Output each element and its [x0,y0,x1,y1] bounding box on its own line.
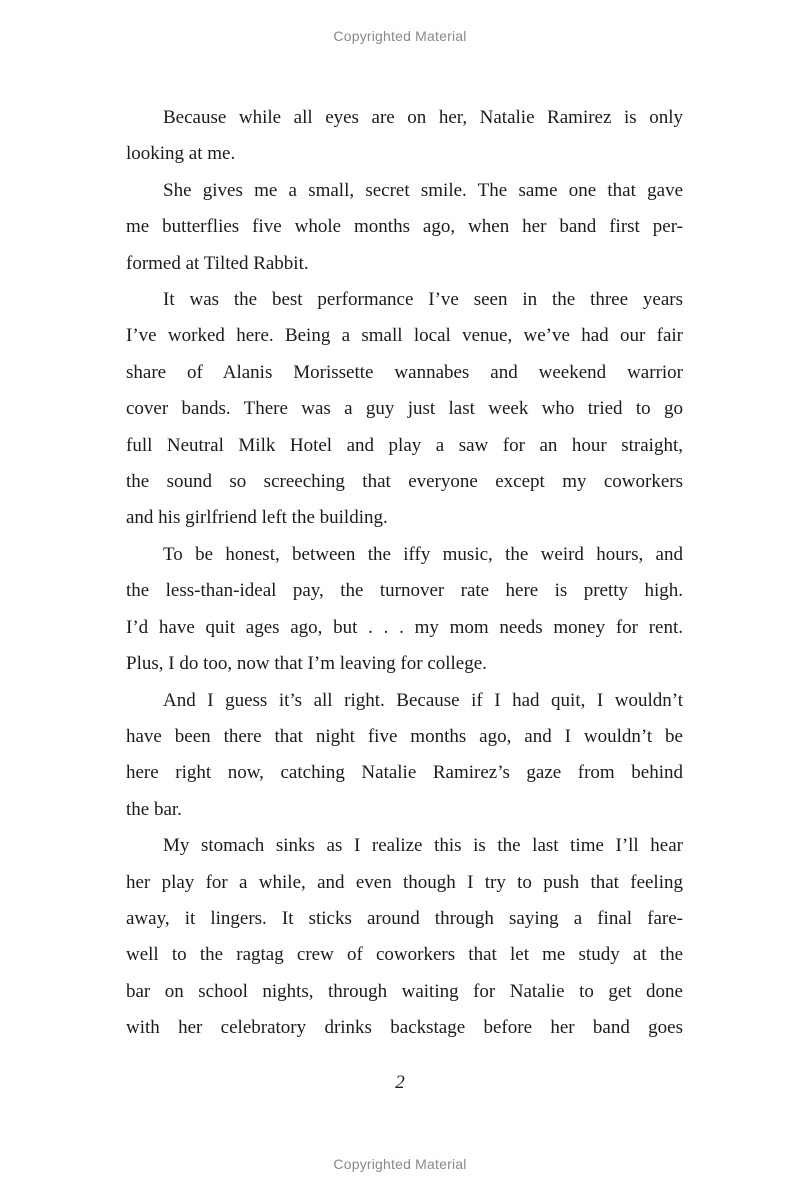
paragraph [126,282,683,537]
paragraph [126,828,683,1046]
paragraph [126,537,683,683]
paragraph [126,683,683,829]
text-line: Plus, I do too, now that I’m leaving for college. [126,653,487,675]
text-line: the less-than-ideal pay, the turnover rate here is pretty high. [126,580,683,602]
paragraph [126,173,683,282]
text-line: formed at Tilted Rabbit. [126,252,309,274]
text-line: It was the best performance I’ve seen in the three years [163,289,683,311]
text-line: I’d have quit ages ago, but . . . my mom needs money for rent. [126,616,683,638]
text-line: and his girlfriend left the building. [126,507,388,529]
text-line: She gives me a small, secret smile. The same one that gave [163,179,683,201]
text-line: cover bands. There was a guy just last week who tried to go [126,398,683,420]
text-line: full Neutral Milk Hotel and play a saw for an hour straight, [126,434,683,456]
text-line: have been there that night five months ago, and I wouldn’t be [126,725,683,747]
page-number: 2 [395,1072,405,1093]
text-line: away, it lingers. It sticks around through saying a final fare- [126,907,683,929]
text-line: To be honest, between the iffy music, the weird hours, and [163,543,683,565]
paragraph [126,100,683,173]
text-line: And I guess it’s all right. Because if I had quit, I wouldn’t [163,689,683,711]
text-line: My stomach sinks as I realize this is the last time I’ll hear [163,835,683,857]
text-line: her play for a while, and even though I try to push that feeling [126,871,683,893]
copyright-notice-bottom: Copyrighted Material [333,1156,467,1172]
text-line: share of Alanis Morissette wannabes and weekend warrior [126,361,683,383]
text-line: Because while all eyes are on her, Natalie Ramirez is only [163,107,683,128]
text-line: here right now, catching Natalie Ramirez’s gaze from behind [126,762,683,784]
text-line: bar on school nights, through waiting for Natalie to get done [126,980,683,1002]
text-line: I’ve worked here. Being a small local venue, we’ve had our fair [126,325,683,347]
copyright-notice-top: Copyrighted Material [333,28,467,44]
text-line: me butterflies five whole months ago, when her band first per- [126,216,683,238]
text-line: the sound so screeching that everyone except my coworkers [126,471,683,493]
page-body-text [126,100,683,1047]
text-line: the bar. [126,798,182,820]
text-line: looking at me. [126,143,236,165]
text-line: with her celebratory drinks backstage before her band goes [126,1017,683,1039]
text-line: well to the ragtag crew of coworkers that let me study at the [126,944,683,966]
